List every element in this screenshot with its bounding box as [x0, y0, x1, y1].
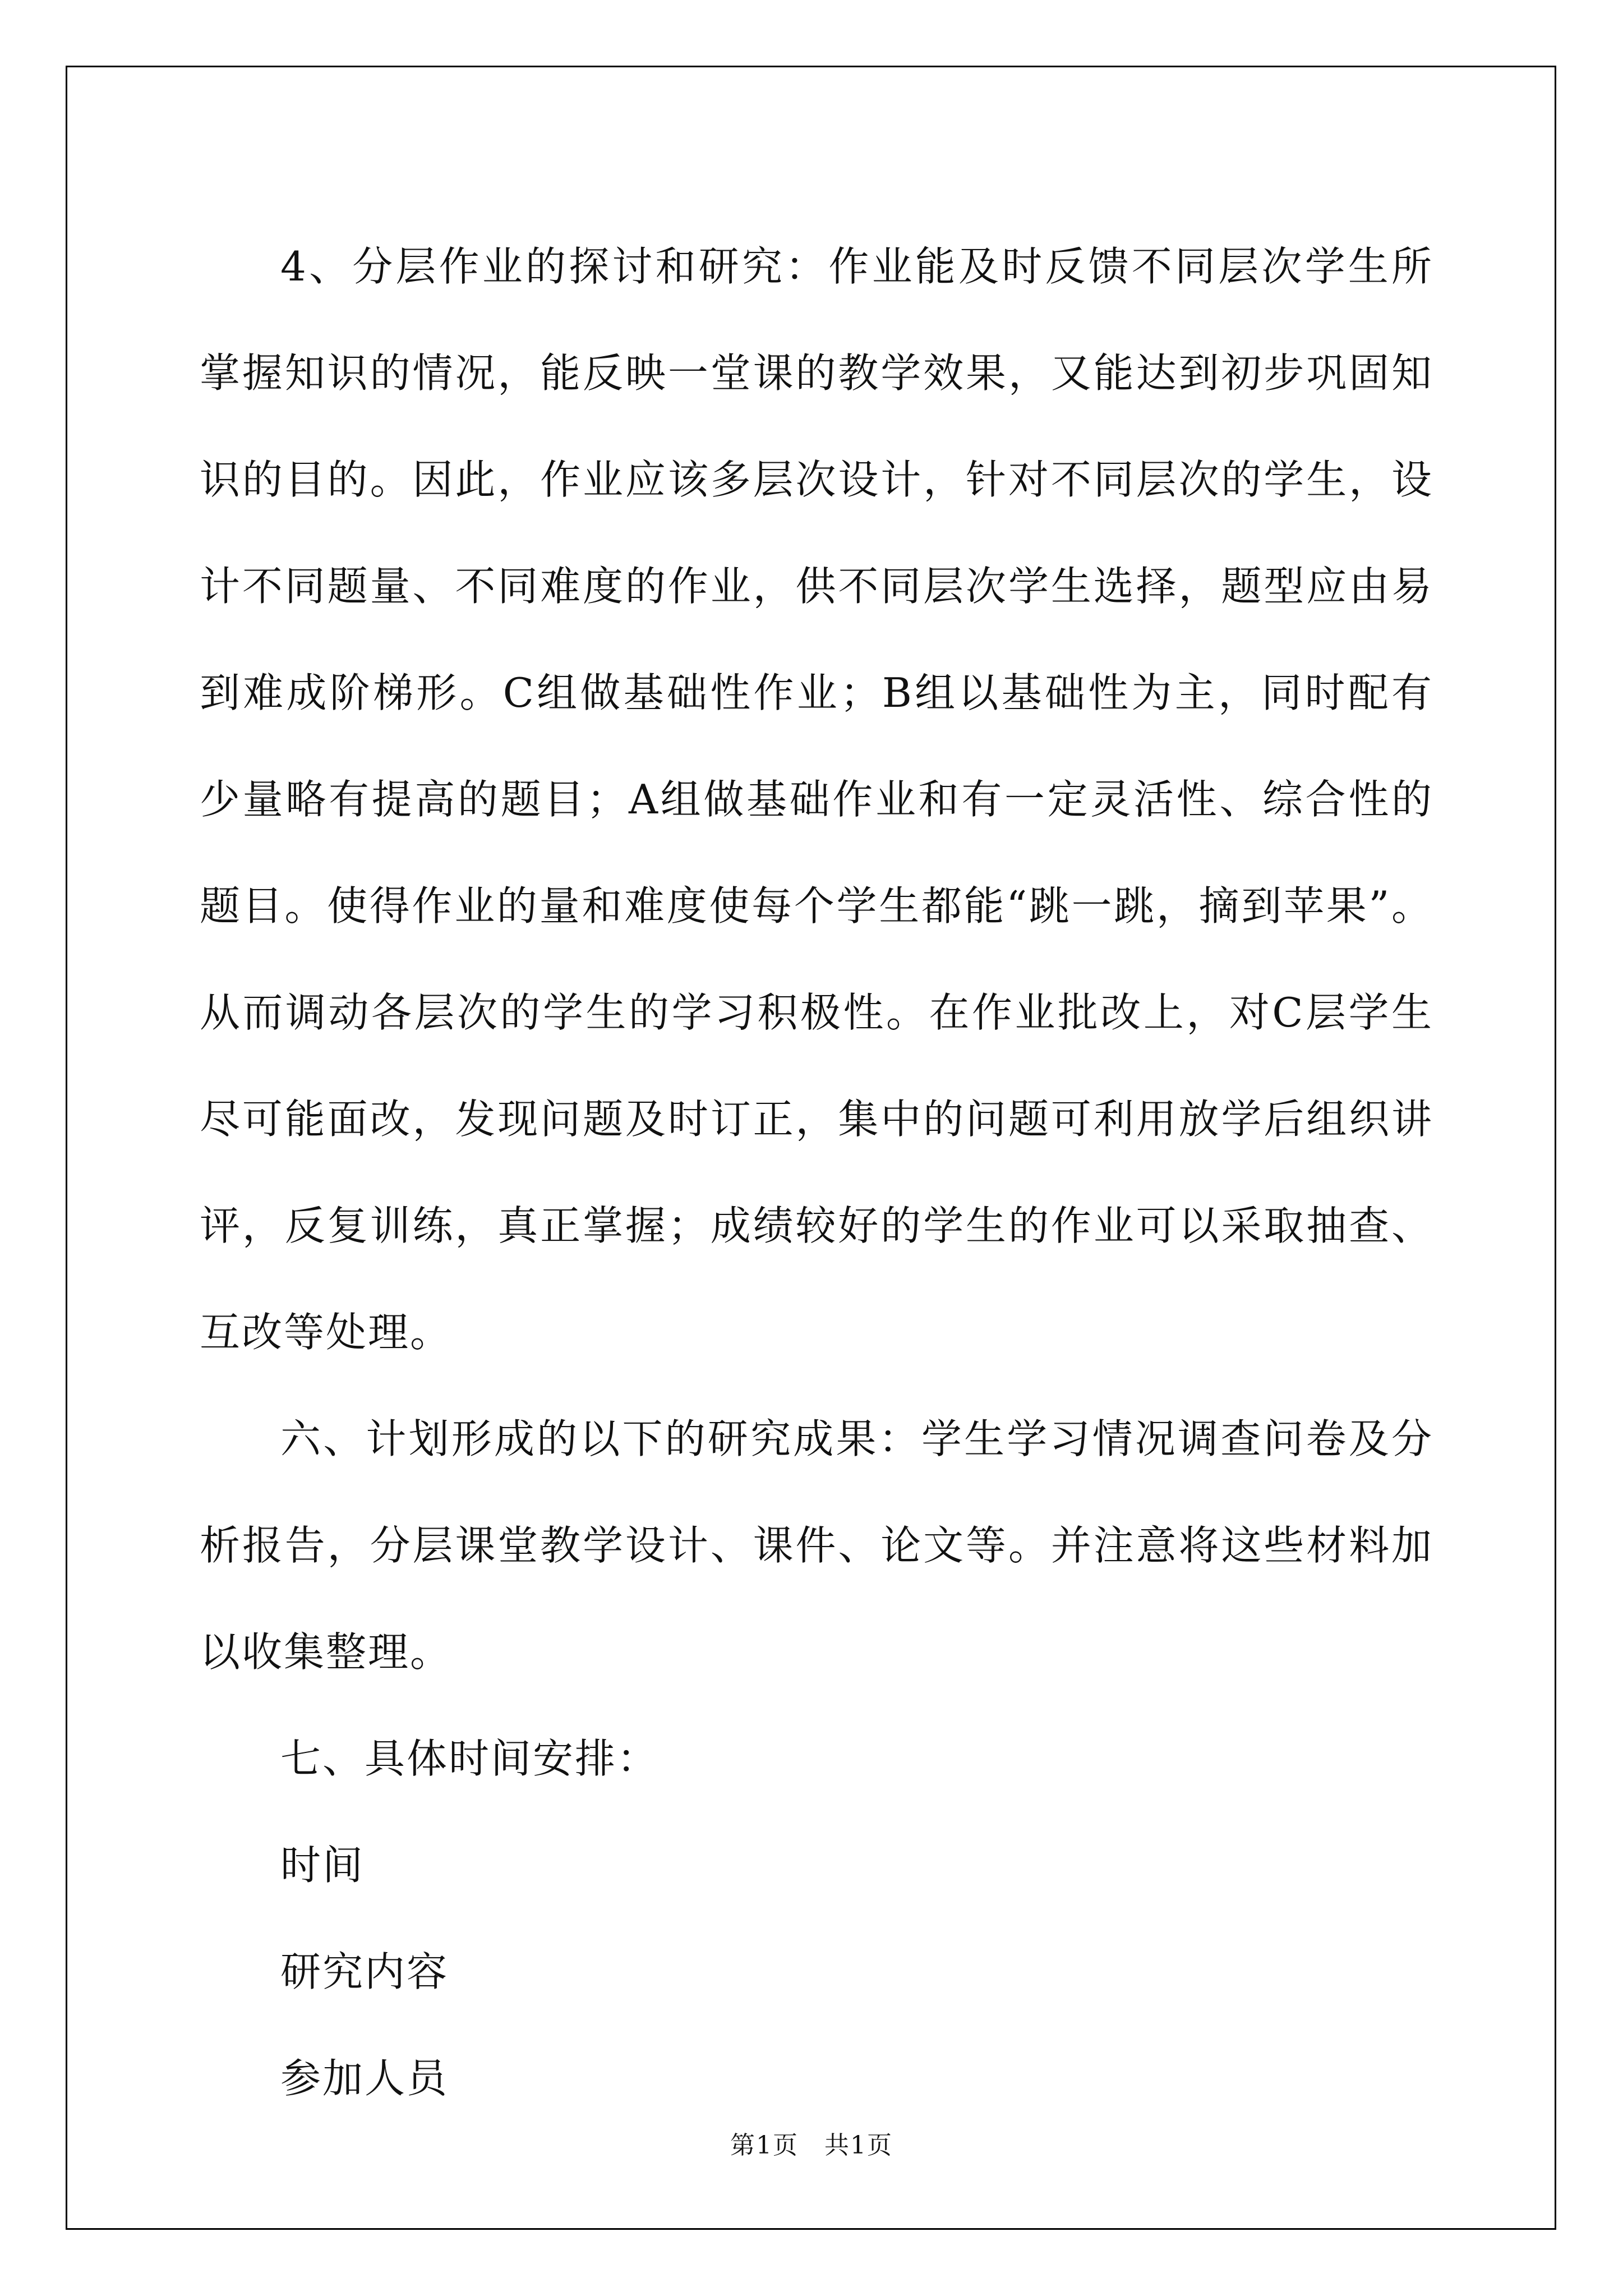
- paragraph-layered-homework: 4、分层作业的探讨和研究：作业能及时反馈不同层次学生所掌握知识的情况，能反映一堂课的教学效果，又能达到初步巩固知识的目的。因此，作业应该多层次设计，针对不同层次的学生，设计不同题量、不同难度的作业，供不同层次学生选择，题型应由易到难成阶梯形。C组做基础性作业；B组以基础性为主，同时配有少量略有提高的题目；A组做基础作业和有一定灵活性、综合性的题目。使得作业的量和难度使每个学生都能“跳一跳，摘到苹果”。从而调动各层次的学生的学习积极性。在作业批改上，对C层学生尽可能面改，发现问题及时订正，集中的问题可利用放学后组织讲评，反复训练，真正掌握；成绩较好的学生的作业可以采取抽查、互改等处理。: [200, 243, 1433, 1356]
- page-footer: 第1页 共1页: [730, 2131, 893, 2160]
- paragraph-schedule-heading: 七、具体时间安排：: [280, 1735, 660, 1782]
- paragraph-time: 时间: [280, 1842, 365, 1889]
- paragraph-research-content: 研究内容: [280, 1948, 449, 1995]
- document-body: [200, 213, 1433, 2132]
- paragraph-participants: 参加人员: [280, 2055, 449, 2102]
- paragraph-research-results: 六、计划形成的以下的研究成果：学生学习情况调查问卷及分析报告，分层课堂教学设计、课件、论文等。并注意将这些材料加以收集整理。: [200, 1415, 1433, 1676]
